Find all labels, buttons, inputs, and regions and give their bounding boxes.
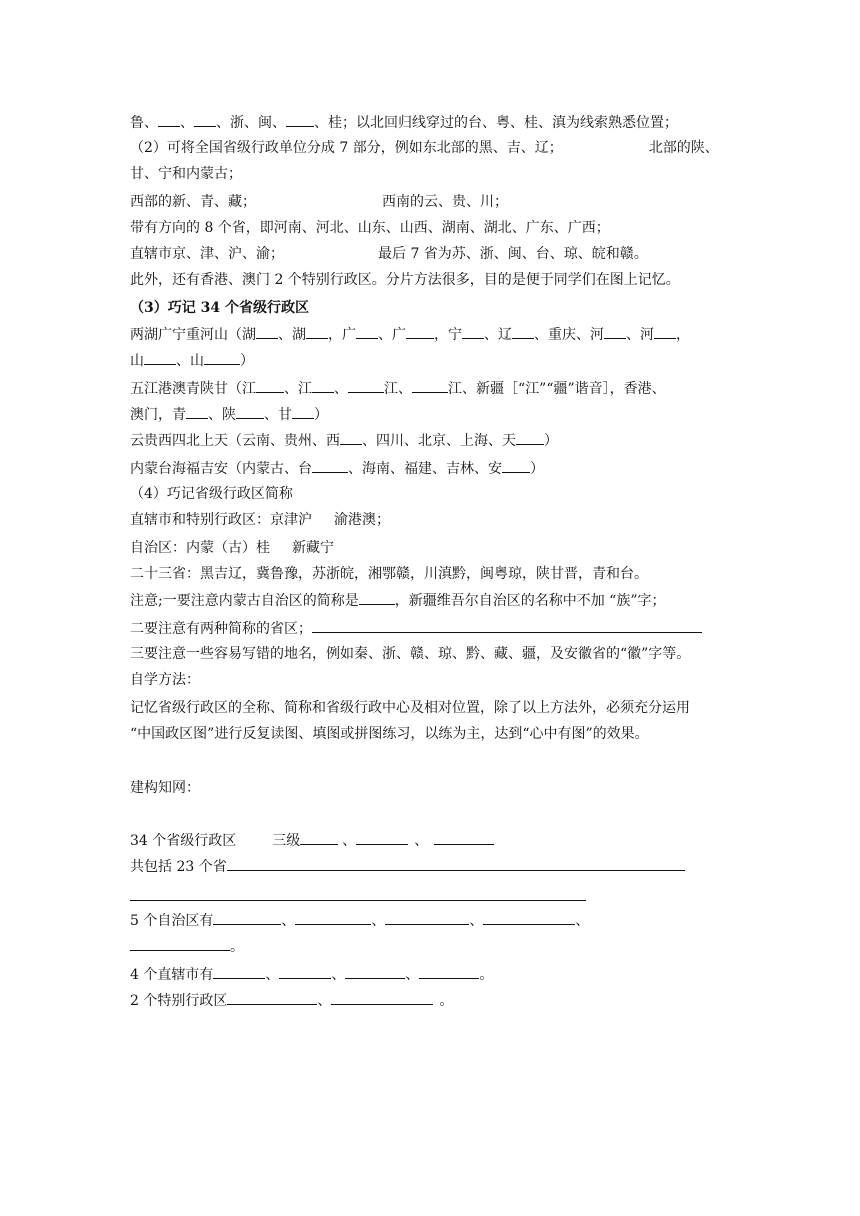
blank — [186, 404, 208, 419]
blank — [213, 964, 265, 979]
blank-rule — [130, 900, 586, 901]
blank — [419, 964, 479, 979]
text-line: 带有方向的 8 个省，即河南、河北、山东、山西、湖南、湖北、广东、广西； — [130, 220, 610, 236]
blank — [462, 324, 484, 339]
text-line: 云贵西四北上天（云南、贵州、西 、四川、北京、上海、天 ） — [130, 430, 558, 451]
blank — [512, 324, 534, 339]
blank — [340, 430, 362, 445]
blank — [295, 910, 371, 925]
text-line: 5 个自治区有 、 、 、 、 — [130, 910, 589, 931]
text-line: 直辖市京、津、沪、渝； 最后 7 省为苏、浙、闽、台、琼、皖和赣。 — [130, 246, 648, 262]
blank — [213, 910, 281, 925]
blank — [502, 458, 530, 473]
blank — [292, 404, 314, 419]
text-line: 山 、山 ） — [130, 350, 254, 371]
blank — [286, 112, 314, 127]
blank — [331, 990, 433, 1005]
blank — [516, 430, 544, 445]
text-line: 三要注意一些容易写错的地名，例如秦、浙、赣、琼、黔、藏、疆，及安徽省的“徽”字等。 — [130, 646, 691, 662]
text-line: 记忆省级行政区的全称、简称和省级行政中心及相对位置，除了以上方法外，必须充分运用 — [130, 700, 690, 716]
text-line: 二十三省：黑吉辽，冀鲁豫，苏浙皖，湘鄂赣，川滇黔，闽粤琼，陕甘晋，青和台。 — [130, 566, 648, 582]
text-line: 二要注意有两种简称的省区； — [130, 618, 702, 639]
text-line: 甘、宁和内蒙古； — [130, 166, 242, 182]
blank — [312, 378, 334, 393]
section-heading: 建构知网： — [130, 780, 200, 796]
text-line: （4）巧记省级行政区简称 — [130, 486, 293, 502]
text-line: 自学方法： — [130, 672, 200, 688]
text-line: 鲁、 、 、浙、闽、 、桂；以北回归线穿过的台、粤、桂、滇为线索熟悉位置； — [130, 112, 678, 133]
blank — [144, 350, 176, 365]
blank — [406, 324, 434, 339]
text-line: 。 — [130, 936, 244, 957]
text-line: 4 个直辖市有 、 、 、 。 — [130, 964, 493, 985]
blank — [227, 990, 317, 1005]
text-line: 两湖广宁重河山（湖 、湖 ，广 、广 ，宁 、辽 、重庆、河 、河 ， — [130, 324, 690, 345]
text-line: 2 个特别行政区 、 。 — [130, 990, 453, 1011]
text-line: 直辖市和特别行政区：京津沪 渝港澳； — [130, 512, 390, 528]
text-line: 五江港澳青陕甘（江 、江 、 江、 江、新疆［“江”“疆”谐音］，香港、 — [130, 378, 666, 399]
blank — [204, 350, 240, 365]
text-line: “中国政区图”进行反复读图、填图或拼图练习，以练为主，达到“心中有图”的效果。 — [130, 726, 649, 742]
blank — [359, 590, 395, 605]
blank — [279, 964, 331, 979]
text-line: 注意;一要注意内蒙古自治区的简称是 ，新疆维吾尔自治区的名称中不加 “族”字； — [130, 590, 665, 611]
blank — [256, 378, 284, 393]
blank — [385, 910, 469, 925]
blank — [312, 458, 348, 473]
blank — [312, 618, 702, 633]
blank — [483, 910, 575, 925]
blank — [434, 830, 494, 845]
blank — [345, 964, 405, 979]
blank — [306, 324, 328, 339]
text-line: 内蒙台海福吉安（内蒙古、台 、海南、福建、吉林、安 ） — [130, 458, 544, 479]
blank — [356, 830, 408, 845]
blank — [227, 856, 685, 871]
text-line: 澳门，青 、陕 、甘 ） — [130, 404, 328, 425]
blank — [194, 112, 216, 127]
text-line: 自治区：内蒙（古）桂 新藏宁 — [130, 540, 334, 556]
blank — [158, 112, 180, 127]
blank — [348, 378, 384, 393]
section-heading: （3）巧记 34 个省级行政区 — [130, 300, 309, 316]
blank — [300, 830, 338, 845]
blank — [130, 936, 230, 951]
blank — [412, 378, 448, 393]
text-line: 共包括 23 个省 — [130, 856, 685, 877]
blank — [654, 324, 676, 339]
blank — [356, 324, 378, 339]
text-line: （2）可将全国省级行政单位分成 7 部分，例如东北部的黑、吉、辽； 北部的陕、 — [130, 140, 719, 156]
blank — [604, 324, 626, 339]
text-line: 此外，还有香港、澳门 2 个特别行政区。分片方法很多，目的是便于同学们在图上记忆。 — [130, 272, 680, 288]
text-line: 西部的新、青、藏； 西南的云、贵、川； — [130, 194, 508, 210]
blank — [256, 324, 278, 339]
blank — [236, 404, 264, 419]
text-line: 34 个省级行政区 三级 、 、 — [130, 830, 494, 851]
